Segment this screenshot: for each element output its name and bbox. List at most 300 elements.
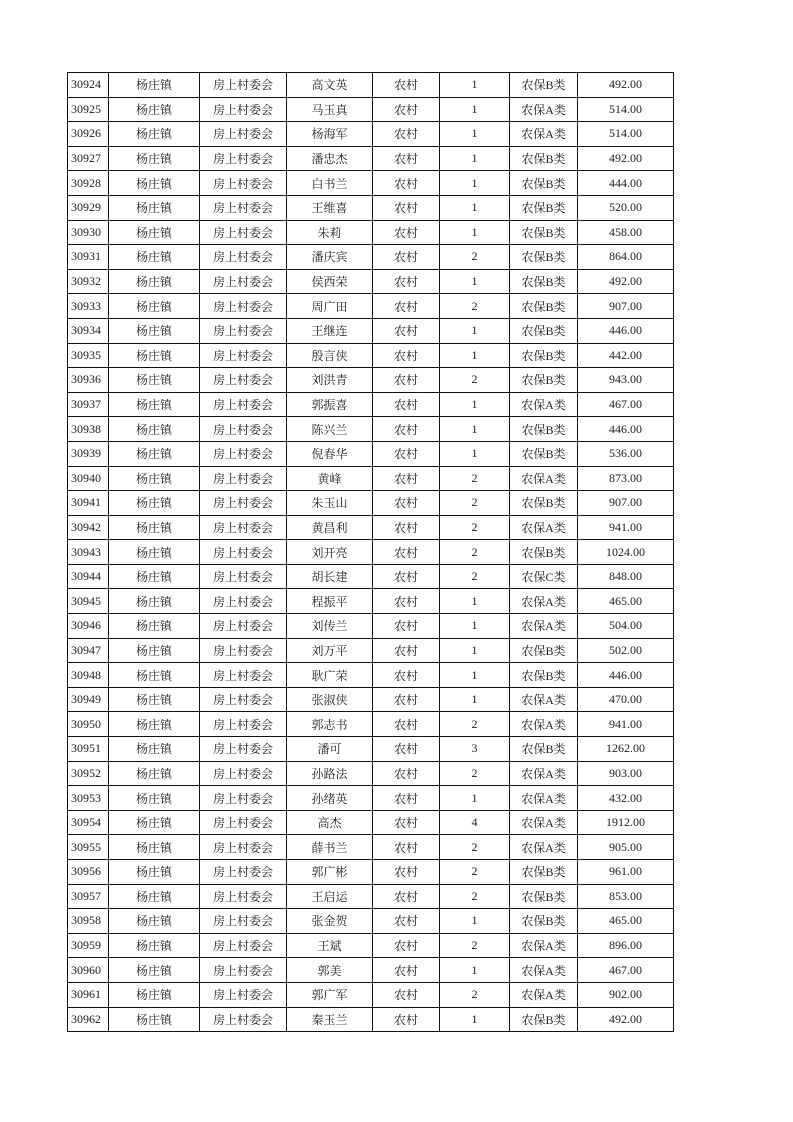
village-committee-cell: 房上村委会 bbox=[200, 1007, 287, 1032]
household-type-cell: 农村 bbox=[373, 614, 440, 639]
village-committee-cell: 房上村委会 bbox=[200, 614, 287, 639]
town-cell: 杨庄镇 bbox=[109, 638, 200, 663]
table-row bbox=[68, 860, 674, 885]
member-count-cell: 1 bbox=[440, 417, 510, 442]
table-row bbox=[68, 195, 674, 220]
village-committee-cell: 房上村委会 bbox=[200, 171, 287, 196]
amount-cell: 458.00 bbox=[578, 220, 674, 245]
name-cell: 郭振喜 bbox=[287, 392, 373, 417]
name-cell: 王继连 bbox=[287, 318, 373, 343]
household-type-cell: 农村 bbox=[373, 933, 440, 958]
record-id-cell: 30957 bbox=[68, 884, 109, 909]
table-row bbox=[68, 786, 674, 811]
village-committee-cell: 房上村委会 bbox=[200, 835, 287, 860]
amount-cell: 961.00 bbox=[578, 860, 674, 885]
village-committee-cell: 房上村委会 bbox=[200, 761, 287, 786]
record-id-cell: 30934 bbox=[68, 318, 109, 343]
village-committee-cell: 房上村委会 bbox=[200, 491, 287, 516]
household-type-cell: 农村 bbox=[373, 564, 440, 589]
insurance-category-cell: 农保B类 bbox=[510, 884, 578, 909]
table-row bbox=[68, 663, 674, 688]
table-row bbox=[68, 540, 674, 565]
name-cell: 侯西荣 bbox=[287, 269, 373, 294]
table-row bbox=[68, 712, 674, 737]
village-committee-cell: 房上村委会 bbox=[200, 663, 287, 688]
member-count-cell: 1 bbox=[440, 392, 510, 417]
household-type-cell: 农村 bbox=[373, 466, 440, 491]
table-row bbox=[68, 73, 674, 98]
village-committee-cell: 房上村委会 bbox=[200, 909, 287, 934]
town-cell: 杨庄镇 bbox=[109, 417, 200, 442]
member-count-cell: 1 bbox=[440, 220, 510, 245]
name-cell: 张金贺 bbox=[287, 909, 373, 934]
table-row bbox=[68, 368, 674, 393]
household-type-cell: 农村 bbox=[373, 220, 440, 245]
record-id-cell: 30951 bbox=[68, 737, 109, 762]
name-cell: 刘开亮 bbox=[287, 540, 373, 565]
amount-cell: 514.00 bbox=[578, 97, 674, 122]
record-id-cell: 30952 bbox=[68, 761, 109, 786]
household-type-cell: 农村 bbox=[373, 294, 440, 319]
amount-cell: 848.00 bbox=[578, 564, 674, 589]
insurance-category-cell: 农保B类 bbox=[510, 368, 578, 393]
table-row bbox=[68, 614, 674, 639]
member-count-cell: 1 bbox=[440, 589, 510, 614]
insurance-category-cell: 农保B类 bbox=[510, 417, 578, 442]
member-count-cell: 3 bbox=[440, 737, 510, 762]
village-committee-cell: 房上村委会 bbox=[200, 810, 287, 835]
record-id-cell: 30924 bbox=[68, 73, 109, 98]
insurance-category-cell: 农保B类 bbox=[510, 441, 578, 466]
insurance-category-cell: 农保B类 bbox=[510, 318, 578, 343]
record-id-cell: 30931 bbox=[68, 245, 109, 270]
insurance-category-cell: 农保A类 bbox=[510, 122, 578, 147]
town-cell: 杨庄镇 bbox=[109, 786, 200, 811]
amount-cell: 492.00 bbox=[578, 1007, 674, 1032]
table-row bbox=[68, 269, 674, 294]
member-count-cell: 1 bbox=[440, 663, 510, 688]
name-cell: 张淑侠 bbox=[287, 687, 373, 712]
insurance-category-cell: 农保B类 bbox=[510, 737, 578, 762]
household-type-cell: 农村 bbox=[373, 515, 440, 540]
table-row bbox=[68, 220, 674, 245]
village-committee-cell: 房上村委会 bbox=[200, 220, 287, 245]
record-id-cell: 30944 bbox=[68, 564, 109, 589]
name-cell: 程振平 bbox=[287, 589, 373, 614]
amount-cell: 465.00 bbox=[578, 909, 674, 934]
name-cell: 周广田 bbox=[287, 294, 373, 319]
town-cell: 杨庄镇 bbox=[109, 687, 200, 712]
town-cell: 杨庄镇 bbox=[109, 761, 200, 786]
member-count-cell: 1 bbox=[440, 687, 510, 712]
member-count-cell: 2 bbox=[440, 466, 510, 491]
village-committee-cell: 房上村委会 bbox=[200, 392, 287, 417]
table-row bbox=[68, 958, 674, 983]
household-type-cell: 农村 bbox=[373, 737, 440, 762]
table-row bbox=[68, 1007, 674, 1032]
member-count-cell: 1 bbox=[440, 958, 510, 983]
town-cell: 杨庄镇 bbox=[109, 933, 200, 958]
record-id-cell: 30925 bbox=[68, 97, 109, 122]
amount-cell: 446.00 bbox=[578, 417, 674, 442]
record-id-cell: 30941 bbox=[68, 491, 109, 516]
town-cell: 杨庄镇 bbox=[109, 614, 200, 639]
table-row bbox=[68, 687, 674, 712]
member-count-cell: 2 bbox=[440, 368, 510, 393]
town-cell: 杨庄镇 bbox=[109, 195, 200, 220]
amount-cell: 520.00 bbox=[578, 195, 674, 220]
amount-cell: 470.00 bbox=[578, 687, 674, 712]
name-cell: 耿广荣 bbox=[287, 663, 373, 688]
record-id-cell: 30927 bbox=[68, 146, 109, 171]
town-cell: 杨庄镇 bbox=[109, 909, 200, 934]
name-cell: 朱玉山 bbox=[287, 491, 373, 516]
household-type-cell: 农村 bbox=[373, 884, 440, 909]
table-row bbox=[68, 933, 674, 958]
record-id-cell: 30930 bbox=[68, 220, 109, 245]
name-cell: 胡长建 bbox=[287, 564, 373, 589]
member-count-cell: 2 bbox=[440, 860, 510, 885]
town-cell: 杨庄镇 bbox=[109, 343, 200, 368]
table-row bbox=[68, 343, 674, 368]
village-committee-cell: 房上村委会 bbox=[200, 318, 287, 343]
member-count-cell: 2 bbox=[440, 540, 510, 565]
name-cell: 潘庆宾 bbox=[287, 245, 373, 270]
table-row bbox=[68, 491, 674, 516]
member-count-cell: 1 bbox=[440, 195, 510, 220]
town-cell: 杨庄镇 bbox=[109, 564, 200, 589]
record-id-cell: 30961 bbox=[68, 982, 109, 1007]
amount-cell: 902.00 bbox=[578, 982, 674, 1007]
insurance-category-cell: 农保B类 bbox=[510, 146, 578, 171]
village-committee-cell: 房上村委会 bbox=[200, 245, 287, 270]
member-count-cell: 2 bbox=[440, 712, 510, 737]
record-id-cell: 30956 bbox=[68, 860, 109, 885]
record-id-cell: 30948 bbox=[68, 663, 109, 688]
amount-cell: 1024.00 bbox=[578, 540, 674, 565]
amount-cell: 465.00 bbox=[578, 589, 674, 614]
insurance-category-cell: 农保A类 bbox=[510, 761, 578, 786]
town-cell: 杨庄镇 bbox=[109, 810, 200, 835]
town-cell: 杨庄镇 bbox=[109, 466, 200, 491]
village-committee-cell: 房上村委会 bbox=[200, 884, 287, 909]
table-row bbox=[68, 638, 674, 663]
village-committee-cell: 房上村委会 bbox=[200, 540, 287, 565]
household-type-cell: 农村 bbox=[373, 712, 440, 737]
amount-cell: 896.00 bbox=[578, 933, 674, 958]
village-committee-cell: 房上村委会 bbox=[200, 564, 287, 589]
name-cell: 高杰 bbox=[287, 810, 373, 835]
name-cell: 黄峰 bbox=[287, 466, 373, 491]
town-cell: 杨庄镇 bbox=[109, 441, 200, 466]
insurance-category-cell: 农保A类 bbox=[510, 97, 578, 122]
member-count-cell: 1 bbox=[440, 122, 510, 147]
member-count-cell: 1 bbox=[440, 614, 510, 639]
record-id-cell: 30928 bbox=[68, 171, 109, 196]
household-type-cell: 农村 bbox=[373, 638, 440, 663]
table-row bbox=[68, 245, 674, 270]
village-committee-cell: 房上村委会 bbox=[200, 97, 287, 122]
record-id-cell: 30937 bbox=[68, 392, 109, 417]
table-row bbox=[68, 146, 674, 171]
record-id-cell: 30936 bbox=[68, 368, 109, 393]
village-committee-cell: 房上村委会 bbox=[200, 466, 287, 491]
town-cell: 杨庄镇 bbox=[109, 515, 200, 540]
amount-cell: 941.00 bbox=[578, 515, 674, 540]
household-type-cell: 农村 bbox=[373, 761, 440, 786]
table-row bbox=[68, 909, 674, 934]
name-cell: 殷言侠 bbox=[287, 343, 373, 368]
town-cell: 杨庄镇 bbox=[109, 392, 200, 417]
household-type-cell: 农村 bbox=[373, 368, 440, 393]
insurance-category-cell: 农保A类 bbox=[510, 466, 578, 491]
insurance-category-cell: 农保A类 bbox=[510, 712, 578, 737]
town-cell: 杨庄镇 bbox=[109, 171, 200, 196]
name-cell: 王维喜 bbox=[287, 195, 373, 220]
member-count-cell: 1 bbox=[440, 97, 510, 122]
insurance-category-cell: 农保B类 bbox=[510, 343, 578, 368]
table-row bbox=[68, 835, 674, 860]
household-type-cell: 农村 bbox=[373, 1007, 440, 1032]
name-cell: 王斌 bbox=[287, 933, 373, 958]
insurance-category-cell: 农保A类 bbox=[510, 810, 578, 835]
village-committee-cell: 房上村委会 bbox=[200, 687, 287, 712]
record-id-cell: 30955 bbox=[68, 835, 109, 860]
insurance-category-cell: 农保A类 bbox=[510, 687, 578, 712]
town-cell: 杨庄镇 bbox=[109, 97, 200, 122]
household-type-cell: 农村 bbox=[373, 245, 440, 270]
table-body bbox=[68, 73, 674, 1032]
insurance-category-cell: 农保B类 bbox=[510, 860, 578, 885]
village-committee-cell: 房上村委会 bbox=[200, 343, 287, 368]
record-id-cell: 30958 bbox=[68, 909, 109, 934]
record-id-cell: 30940 bbox=[68, 466, 109, 491]
household-type-cell: 农村 bbox=[373, 318, 440, 343]
name-cell: 马玉真 bbox=[287, 97, 373, 122]
insurance-category-cell: 农保B类 bbox=[510, 269, 578, 294]
town-cell: 杨庄镇 bbox=[109, 860, 200, 885]
village-committee-cell: 房上村委会 bbox=[200, 933, 287, 958]
village-committee-cell: 房上村委会 bbox=[200, 195, 287, 220]
table-row bbox=[68, 392, 674, 417]
household-type-cell: 农村 bbox=[373, 269, 440, 294]
member-count-cell: 1 bbox=[440, 73, 510, 98]
village-committee-cell: 房上村委会 bbox=[200, 638, 287, 663]
amount-cell: 941.00 bbox=[578, 712, 674, 737]
village-committee-cell: 房上村委会 bbox=[200, 712, 287, 737]
insurance-category-cell: 农保A类 bbox=[510, 835, 578, 860]
insurance-category-cell: 农保B类 bbox=[510, 73, 578, 98]
amount-cell: 903.00 bbox=[578, 761, 674, 786]
record-id-cell: 30950 bbox=[68, 712, 109, 737]
name-cell: 郭美 bbox=[287, 958, 373, 983]
town-cell: 杨庄镇 bbox=[109, 884, 200, 909]
record-id-cell: 30938 bbox=[68, 417, 109, 442]
insurance-category-cell: 农保A类 bbox=[510, 589, 578, 614]
member-count-cell: 1 bbox=[440, 343, 510, 368]
insurance-category-cell: 农保B类 bbox=[510, 491, 578, 516]
name-cell: 潘可 bbox=[287, 737, 373, 762]
insurance-category-cell: 农保B类 bbox=[510, 909, 578, 934]
amount-cell: 853.00 bbox=[578, 884, 674, 909]
member-count-cell: 1 bbox=[440, 269, 510, 294]
town-cell: 杨庄镇 bbox=[109, 220, 200, 245]
amount-cell: 492.00 bbox=[578, 146, 674, 171]
member-count-cell: 2 bbox=[440, 835, 510, 860]
member-count-cell: 1 bbox=[440, 638, 510, 663]
table-row bbox=[68, 417, 674, 442]
record-id-cell: 30947 bbox=[68, 638, 109, 663]
amount-cell: 504.00 bbox=[578, 614, 674, 639]
name-cell: 陈兴兰 bbox=[287, 417, 373, 442]
table-row bbox=[68, 122, 674, 147]
town-cell: 杨庄镇 bbox=[109, 318, 200, 343]
record-id-cell: 30929 bbox=[68, 195, 109, 220]
town-cell: 杨庄镇 bbox=[109, 589, 200, 614]
record-id-cell: 30933 bbox=[68, 294, 109, 319]
table-row bbox=[68, 466, 674, 491]
member-count-cell: 2 bbox=[440, 982, 510, 1007]
village-committee-cell: 房上村委会 bbox=[200, 441, 287, 466]
household-type-cell: 农村 bbox=[373, 786, 440, 811]
insurance-category-cell: 农保B类 bbox=[510, 540, 578, 565]
member-count-cell: 2 bbox=[440, 761, 510, 786]
insurance-category-cell: 农保A类 bbox=[510, 392, 578, 417]
insurance-category-cell: 农保A类 bbox=[510, 958, 578, 983]
member-count-cell: 4 bbox=[440, 810, 510, 835]
amount-cell: 943.00 bbox=[578, 368, 674, 393]
name-cell: 高文英 bbox=[287, 73, 373, 98]
record-id-cell: 30943 bbox=[68, 540, 109, 565]
household-type-cell: 农村 bbox=[373, 810, 440, 835]
amount-cell: 514.00 bbox=[578, 122, 674, 147]
member-count-cell: 2 bbox=[440, 245, 510, 270]
town-cell: 杨庄镇 bbox=[109, 982, 200, 1007]
name-cell: 郭广军 bbox=[287, 982, 373, 1007]
household-type-cell: 农村 bbox=[373, 860, 440, 885]
member-count-cell: 2 bbox=[440, 491, 510, 516]
town-cell: 杨庄镇 bbox=[109, 122, 200, 147]
household-type-cell: 农村 bbox=[373, 146, 440, 171]
village-committee-cell: 房上村委会 bbox=[200, 269, 287, 294]
insurance-category-cell: 农保A类 bbox=[510, 933, 578, 958]
record-id-cell: 30946 bbox=[68, 614, 109, 639]
town-cell: 杨庄镇 bbox=[109, 368, 200, 393]
village-committee-cell: 房上村委会 bbox=[200, 515, 287, 540]
amount-cell: 873.00 bbox=[578, 466, 674, 491]
town-cell: 杨庄镇 bbox=[109, 245, 200, 270]
town-cell: 杨庄镇 bbox=[109, 835, 200, 860]
village-committee-cell: 房上村委会 bbox=[200, 958, 287, 983]
town-cell: 杨庄镇 bbox=[109, 294, 200, 319]
member-count-cell: 1 bbox=[440, 441, 510, 466]
table-row bbox=[68, 318, 674, 343]
household-type-cell: 农村 bbox=[373, 392, 440, 417]
record-id-cell: 30939 bbox=[68, 441, 109, 466]
village-committee-cell: 房上村委会 bbox=[200, 73, 287, 98]
name-cell: 倪春华 bbox=[287, 441, 373, 466]
name-cell: 薛书兰 bbox=[287, 835, 373, 860]
insurance-category-cell: 农保B类 bbox=[510, 638, 578, 663]
household-type-cell: 农村 bbox=[373, 343, 440, 368]
household-type-cell: 农村 bbox=[373, 122, 440, 147]
village-committee-cell: 房上村委会 bbox=[200, 860, 287, 885]
insurance-category-cell: 农保B类 bbox=[510, 294, 578, 319]
table-row bbox=[68, 171, 674, 196]
table-row bbox=[68, 761, 674, 786]
insurance-category-cell: 农保B类 bbox=[510, 171, 578, 196]
record-id-cell: 30942 bbox=[68, 515, 109, 540]
household-type-cell: 农村 bbox=[373, 835, 440, 860]
record-id-cell: 30960 bbox=[68, 958, 109, 983]
town-cell: 杨庄镇 bbox=[109, 491, 200, 516]
insurance-category-cell: 农保B类 bbox=[510, 1007, 578, 1032]
amount-cell: 467.00 bbox=[578, 958, 674, 983]
record-id-cell: 30949 bbox=[68, 687, 109, 712]
name-cell: 王启运 bbox=[287, 884, 373, 909]
amount-cell: 442.00 bbox=[578, 343, 674, 368]
village-committee-cell: 房上村委会 bbox=[200, 786, 287, 811]
village-committee-cell: 房上村委会 bbox=[200, 368, 287, 393]
household-type-cell: 农村 bbox=[373, 589, 440, 614]
member-count-cell: 1 bbox=[440, 318, 510, 343]
household-type-cell: 农村 bbox=[373, 540, 440, 565]
name-cell: 郭广彬 bbox=[287, 860, 373, 885]
amount-cell: 446.00 bbox=[578, 318, 674, 343]
name-cell: 孙绪英 bbox=[287, 786, 373, 811]
household-type-cell: 农村 bbox=[373, 958, 440, 983]
village-committee-cell: 房上村委会 bbox=[200, 417, 287, 442]
name-cell: 潘忠杰 bbox=[287, 146, 373, 171]
member-count-cell: 1 bbox=[440, 171, 510, 196]
table-row bbox=[68, 810, 674, 835]
table-row bbox=[68, 982, 674, 1007]
insurance-category-cell: 农保C类 bbox=[510, 564, 578, 589]
member-count-cell: 2 bbox=[440, 294, 510, 319]
town-cell: 杨庄镇 bbox=[109, 958, 200, 983]
table-row bbox=[68, 441, 674, 466]
name-cell: 刘万平 bbox=[287, 638, 373, 663]
name-cell: 孙路法 bbox=[287, 761, 373, 786]
insurance-category-cell: 农保B类 bbox=[510, 663, 578, 688]
data-table bbox=[67, 72, 674, 1032]
household-type-cell: 农村 bbox=[373, 909, 440, 934]
table-row bbox=[68, 97, 674, 122]
record-id-cell: 30932 bbox=[68, 269, 109, 294]
record-id-cell: 30935 bbox=[68, 343, 109, 368]
household-type-cell: 农村 bbox=[373, 687, 440, 712]
amount-cell: 907.00 bbox=[578, 294, 674, 319]
name-cell: 秦玉兰 bbox=[287, 1007, 373, 1032]
insurance-category-cell: 农保B类 bbox=[510, 245, 578, 270]
household-type-cell: 农村 bbox=[373, 663, 440, 688]
amount-cell: 492.00 bbox=[578, 269, 674, 294]
amount-cell: 444.00 bbox=[578, 171, 674, 196]
village-committee-cell: 房上村委会 bbox=[200, 146, 287, 171]
record-id-cell: 30926 bbox=[68, 122, 109, 147]
name-cell: 刘洪青 bbox=[287, 368, 373, 393]
name-cell: 黄昌利 bbox=[287, 515, 373, 540]
name-cell: 刘传兰 bbox=[287, 614, 373, 639]
town-cell: 杨庄镇 bbox=[109, 712, 200, 737]
insurance-category-cell: 农保A类 bbox=[510, 614, 578, 639]
insurance-category-cell: 农保B类 bbox=[510, 195, 578, 220]
town-cell: 杨庄镇 bbox=[109, 540, 200, 565]
table-row bbox=[68, 589, 674, 614]
insurance-category-cell: 农保A类 bbox=[510, 786, 578, 811]
name-cell: 朱莉 bbox=[287, 220, 373, 245]
amount-cell: 502.00 bbox=[578, 638, 674, 663]
